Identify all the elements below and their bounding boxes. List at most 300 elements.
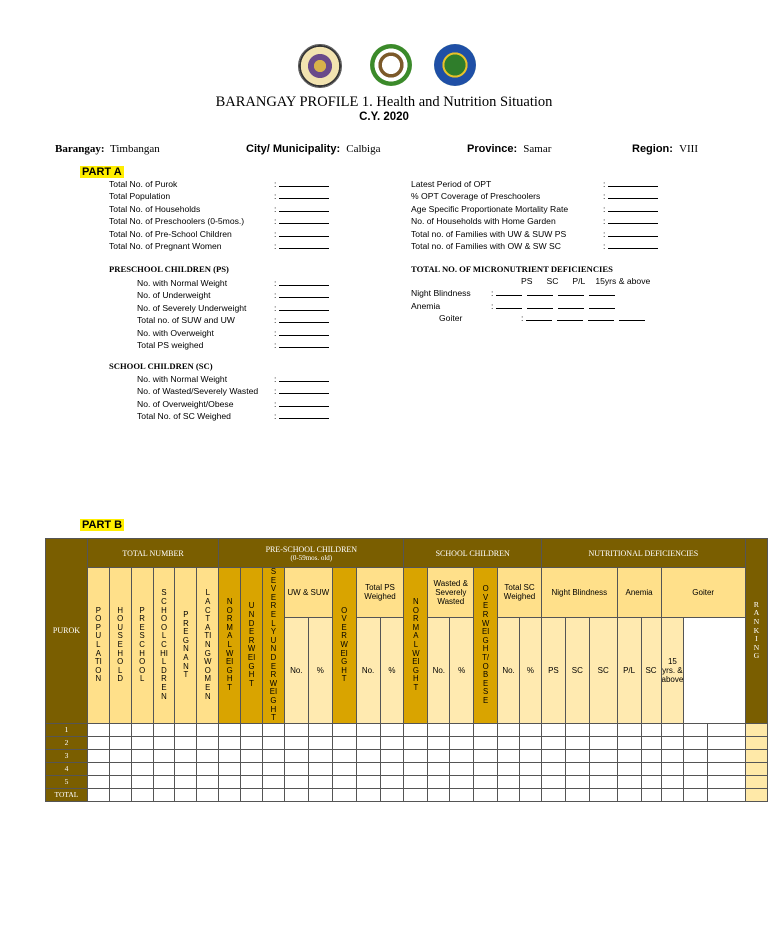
vertical-col-header-text: PREGNANT (182, 609, 189, 680)
data-cell[interactable] (684, 762, 708, 775)
data-cell[interactable] (404, 723, 428, 736)
form-line: Total No. of Households : (109, 203, 329, 215)
ranking-cell[interactable] (745, 723, 767, 736)
data-cell[interactable] (87, 762, 109, 775)
form-line-label: % OPT Coverage of Preschoolers (411, 191, 541, 202)
data-cell[interactable] (284, 736, 308, 749)
data-cell[interactable] (661, 736, 684, 749)
ranking-cell[interactable] (745, 749, 767, 762)
schoolchildren-header-text: SCHOOL CHILDREN (435, 548, 510, 558)
sub-col-header-text: SC (571, 665, 583, 675)
data-cell[interactable] (153, 762, 175, 775)
form-line: Total no. of Families with OW & SW SC : (411, 240, 658, 252)
blank-field[interactable] (279, 385, 329, 394)
data-cell[interactable] (684, 749, 708, 762)
data-cell[interactable] (380, 775, 404, 788)
data-cell[interactable] (109, 736, 131, 749)
data-cell[interactable] (332, 788, 356, 801)
night-blindness-header (541, 568, 617, 618)
data-cell[interactable] (332, 749, 356, 762)
form-line: Age Specific Proportionate Mortality Rate : (411, 203, 658, 215)
total-sc-header-text: Total SC Weighed (503, 583, 536, 602)
data-cell[interactable] (641, 749, 661, 762)
data-cell[interactable] (153, 723, 175, 736)
municipality-seal-logo (298, 44, 342, 88)
blank-field[interactable] (279, 190, 329, 199)
form-line: No. of Wasted/Severely Wasted : (137, 385, 329, 397)
barangay-field: Barangay: Timbangan (55, 143, 160, 155)
form-line: Total No. of Purok : (109, 178, 329, 190)
data-cell[interactable] (684, 788, 708, 801)
data-cell[interactable] (541, 749, 565, 762)
data-cell[interactable] (589, 788, 617, 801)
vertical-col-header (87, 568, 109, 724)
blank-field[interactable] (526, 312, 552, 321)
data-cell[interactable] (87, 749, 109, 762)
data-cell[interactable] (450, 736, 474, 749)
blank-field[interactable] (558, 287, 584, 296)
data-cell[interactable] (589, 762, 617, 775)
data-cell[interactable] (428, 775, 450, 788)
vertical-col-header-text: OVERWEIGHT/OBESE (481, 584, 490, 705)
vertical-col-header (175, 568, 197, 724)
data-cell[interactable] (589, 749, 617, 762)
data-cell[interactable] (263, 788, 285, 801)
data-cell[interactable] (498, 749, 520, 762)
data-cell[interactable] (708, 723, 746, 736)
ranking-cell[interactable] (745, 775, 767, 788)
data-cell[interactable] (450, 762, 474, 775)
data-cell[interactable] (380, 723, 404, 736)
data-cell[interactable] (498, 736, 520, 749)
data-cell[interactable] (356, 736, 380, 749)
blank-field[interactable] (279, 398, 329, 407)
data-cell[interactable] (109, 775, 131, 788)
blank-field[interactable] (619, 312, 645, 321)
data-cell[interactable] (356, 775, 380, 788)
data-cell[interactable] (308, 736, 332, 749)
blank-field[interactable] (558, 300, 584, 309)
data-cell[interactable] (708, 749, 746, 762)
form-line-label: Total Population (109, 191, 171, 202)
data-cell[interactable] (589, 775, 617, 788)
uw-suw-header (284, 568, 332, 618)
vertical-col-header (332, 568, 356, 724)
data-cell[interactable] (450, 775, 474, 788)
blank-field[interactable] (496, 287, 522, 296)
data-cell[interactable] (308, 788, 332, 801)
data-cell[interactable] (450, 749, 474, 762)
data-cell[interactable] (131, 788, 153, 801)
data-cell[interactable] (197, 749, 219, 762)
data-cell[interactable] (284, 749, 308, 762)
form-line: No. of Underweight : (137, 289, 329, 301)
micronutrient-row-label: Anemia (411, 300, 441, 311)
data-cell[interactable] (661, 762, 684, 775)
blank-field[interactable] (496, 300, 522, 309)
blank-field[interactable] (527, 300, 553, 309)
data-cell[interactable] (175, 775, 197, 788)
data-cell[interactable] (263, 736, 285, 749)
sub-col-header (541, 617, 565, 723)
form-line-label: Total no. of Families with UW & SUW PS (411, 228, 567, 239)
data-cell[interactable] (428, 762, 450, 775)
form-line-label: Total PS weighed (137, 340, 204, 351)
data-cell[interactable] (356, 762, 380, 775)
form-line: Total no. of SUW and UW : (137, 314, 329, 326)
total-ps-header-text: Total PS Weighed (364, 583, 396, 602)
data-cell[interactable] (356, 749, 380, 762)
data-cell[interactable] (308, 762, 332, 775)
data-cell[interactable] (520, 775, 542, 788)
data-cell[interactable] (332, 775, 356, 788)
blank-field[interactable] (279, 410, 329, 419)
blank-field[interactable] (608, 215, 658, 224)
data-cell[interactable] (641, 775, 661, 788)
data-cell[interactable] (87, 788, 109, 801)
data-cell[interactable] (428, 723, 450, 736)
data-cell[interactable] (197, 736, 219, 749)
data-cell[interactable] (617, 762, 641, 775)
data-cell[interactable] (474, 736, 498, 749)
data-cell[interactable] (197, 775, 219, 788)
data-cell[interactable] (474, 788, 498, 801)
blank-field[interactable] (608, 190, 658, 199)
data-cell[interactable] (131, 736, 153, 749)
blank-field[interactable] (279, 228, 329, 237)
blank-field[interactable] (557, 312, 583, 321)
micronutrient-table (411, 276, 664, 325)
data-cell[interactable] (661, 723, 684, 736)
data-cell[interactable] (241, 736, 263, 749)
data-cell[interactable] (404, 736, 428, 749)
data-cell[interactable] (131, 775, 153, 788)
sub-col-header (661, 617, 684, 723)
data-cell[interactable] (661, 749, 684, 762)
data-cell[interactable] (109, 723, 131, 736)
data-cell[interactable] (708, 736, 746, 749)
data-cell[interactable] (684, 723, 708, 736)
ranking-header (745, 539, 767, 724)
blank-field[interactable] (279, 215, 329, 224)
form-line: Total No. of Pregnant Women : (109, 240, 329, 252)
data-cell[interactable] (175, 749, 197, 762)
form-line-label: Total No. of Preschoolers (0-5mos.) (109, 216, 245, 227)
data-cell[interactable] (641, 788, 661, 801)
data-cell[interactable] (284, 788, 308, 801)
data-cell[interactable] (332, 723, 356, 736)
preschool-list (137, 277, 329, 351)
sub-col-header (450, 617, 474, 723)
data-cell[interactable] (241, 775, 263, 788)
data-cell[interactable] (520, 762, 542, 775)
page-subtitle: C.Y. 2020 (359, 111, 409, 123)
data-cell[interactable] (589, 723, 617, 736)
data-cell[interactable] (708, 788, 746, 801)
ranking-cell[interactable] (745, 736, 767, 749)
province-field: Province: Samar (467, 143, 552, 155)
vertical-col-header-text: HOUSEHOLD (117, 605, 124, 684)
data-cell[interactable] (332, 736, 356, 749)
form-line: Total PS weighed : (137, 339, 329, 351)
data-cell[interactable] (661, 788, 684, 801)
data-cell[interactable] (87, 775, 109, 788)
micronutrient-col-label: SC (546, 276, 559, 286)
blank-field[interactable] (608, 178, 658, 187)
purok-row-label (46, 736, 88, 749)
city-field: City/ Municipality: Calbiga (246, 143, 381, 155)
data-cell[interactable] (617, 749, 641, 762)
data-cell[interactable] (565, 736, 589, 749)
data-cell[interactable] (520, 723, 542, 736)
data-cell[interactable] (263, 775, 285, 788)
data-cell[interactable] (109, 749, 131, 762)
data-cell[interactable] (219, 723, 241, 736)
data-cell[interactable] (404, 775, 428, 788)
purok-row-label-text: 1 (64, 725, 69, 735)
form-line: Total No. of Pre-School Children : (109, 228, 329, 240)
data-cell[interactable] (197, 788, 219, 801)
data-cell[interactable] (498, 723, 520, 736)
blank-field[interactable] (279, 289, 329, 298)
form-line-label: Age Specific Proportionate Mortality Rate (411, 203, 569, 214)
data-cell[interactable] (153, 788, 175, 801)
data-cell[interactable] (617, 736, 641, 749)
data-cell[interactable] (641, 762, 661, 775)
data-cell[interactable] (474, 775, 498, 788)
data-cell[interactable] (565, 723, 589, 736)
micronutrient-row-label: Night Blindness (411, 288, 471, 299)
barangay-seal-logo (434, 44, 476, 86)
sub-col-header (565, 617, 589, 723)
blank-field[interactable] (279, 373, 329, 382)
blank-field[interactable] (608, 203, 658, 212)
data-cell[interactable] (175, 723, 197, 736)
data-cell[interactable] (219, 762, 241, 775)
sub-col-header-text: P/L (623, 665, 636, 675)
data-cell[interactable] (541, 762, 565, 775)
data-cell[interactable] (197, 723, 219, 736)
sub-col-header-text: % (526, 665, 535, 675)
data-cell[interactable] (153, 736, 175, 749)
data-cell[interactable] (332, 762, 356, 775)
blank-field[interactable] (279, 327, 329, 336)
blank-field[interactable] (279, 314, 329, 323)
data-cell[interactable] (219, 749, 241, 762)
data-cell[interactable] (520, 788, 542, 801)
purok-row-label-text: 2 (64, 738, 69, 748)
data-cell[interactable] (641, 723, 661, 736)
purok-row-label (46, 723, 88, 736)
data-cell[interactable] (87, 736, 109, 749)
ranking-header-text: RANKING (753, 599, 760, 661)
data-cell[interactable] (589, 736, 617, 749)
data-cell[interactable] (356, 788, 380, 801)
form-line: No. of Overweight/Obese : (137, 398, 329, 410)
data-cell[interactable] (219, 775, 241, 788)
vertical-col-header (474, 568, 498, 724)
data-cell[interactable] (175, 736, 197, 749)
data-cell[interactable] (428, 749, 450, 762)
form-line-label: Total No. of SC Weighed (137, 411, 231, 422)
blank-field[interactable] (527, 287, 553, 296)
data-cell[interactable] (87, 723, 109, 736)
vertical-col-header-text: PRESCHOOL (139, 605, 146, 684)
data-cell[interactable] (241, 723, 263, 736)
micronutrient-row: Goiter : (411, 312, 664, 324)
data-cell[interactable] (241, 788, 263, 801)
sub-col-header (380, 617, 404, 723)
blank-field[interactable] (608, 228, 658, 237)
data-cell[interactable] (241, 749, 263, 762)
data-cell[interactable] (474, 749, 498, 762)
form-line-label: No. with Normal Weight (137, 278, 228, 288)
data-cell[interactable] (450, 788, 474, 801)
data-cell[interactable] (498, 762, 520, 775)
page-title: BARANGAY PROFILE 1. Health and Nutrition Situation (215, 94, 553, 110)
data-cell[interactable] (284, 762, 308, 775)
blank-field[interactable] (279, 203, 329, 212)
data-cell[interactable] (428, 736, 450, 749)
blank-field[interactable] (279, 178, 329, 187)
form-line-label: No. of Overweight/Obese (137, 398, 234, 409)
data-cell[interactable] (109, 788, 131, 801)
data-cell[interactable] (617, 775, 641, 788)
data-cell[interactable] (541, 736, 565, 749)
sub-col-header-text: SC (645, 665, 657, 675)
data-cell[interactable] (241, 762, 263, 775)
nutritional-deficiencies-header (541, 539, 745, 568)
data-cell[interactable] (263, 723, 285, 736)
data-cell[interactable] (380, 749, 404, 762)
micronutrient-col-label: P/L (572, 276, 586, 286)
data-cell[interactable] (380, 788, 404, 801)
blank-field[interactable] (589, 300, 615, 309)
data-cell[interactable] (565, 788, 589, 801)
data-cell[interactable] (708, 775, 746, 788)
preschool-header (219, 539, 404, 568)
part-b-label: PART B (82, 519, 123, 531)
micronutrient-col-label: PS (521, 276, 533, 286)
sub-col-header (498, 617, 520, 723)
data-cell[interactable] (153, 749, 175, 762)
blank-field[interactable] (279, 240, 329, 249)
form-line-label: No. with Normal Weight (137, 374, 228, 384)
data-cell[interactable] (684, 775, 708, 788)
ranking-cell[interactable] (745, 762, 767, 775)
blank-field[interactable] (608, 240, 658, 249)
part-a-label: PART A (82, 166, 122, 178)
data-cell[interactable] (474, 762, 498, 775)
purok-row-label-text: 4 (64, 764, 69, 774)
goiter-header (661, 568, 745, 618)
blank-field[interactable] (589, 287, 615, 296)
blank-field[interactable] (279, 339, 329, 348)
data-cell[interactable] (284, 775, 308, 788)
sub-col-header (308, 617, 332, 723)
data-cell[interactable] (356, 723, 380, 736)
data-cell[interactable] (308, 723, 332, 736)
vertical-col-header-text: POPULATION (94, 605, 102, 684)
data-cell[interactable] (404, 749, 428, 762)
data-cell[interactable] (219, 788, 241, 801)
sub-col-header (520, 617, 542, 723)
form-line: Total no. of Families with UW & SUW PS : (411, 228, 658, 240)
blank-field[interactable] (588, 312, 614, 321)
preschool-subheader: (0-59mos. old) (290, 553, 333, 562)
data-cell[interactable] (708, 762, 746, 775)
data-cell[interactable] (131, 762, 153, 775)
form-line: Latest Period of OPT : (411, 178, 658, 190)
anemia-header (617, 568, 661, 618)
data-cell[interactable] (450, 723, 474, 736)
data-cell[interactable] (263, 749, 285, 762)
data-cell[interactable] (428, 788, 450, 801)
data-cell[interactable] (197, 762, 219, 775)
data-cell[interactable] (541, 775, 565, 788)
form-line: No. with Overweight : (137, 327, 329, 339)
data-cell[interactable] (175, 762, 197, 775)
data-cell[interactable] (308, 749, 332, 762)
blank-field[interactable] (279, 277, 329, 286)
form-line-label: No. of Households with Home Garden (411, 216, 556, 227)
purok-header (46, 539, 88, 724)
data-cell[interactable] (263, 762, 285, 775)
data-cell[interactable] (404, 788, 428, 801)
data-cell[interactable] (284, 723, 308, 736)
total-sc-header (498, 568, 542, 618)
data-cell[interactable] (520, 749, 542, 762)
data-cell[interactable] (617, 723, 641, 736)
form-line: % OPT Coverage of Preschoolers : (411, 190, 658, 202)
anemia-header-text: Anemia (625, 587, 653, 597)
data-cell[interactable] (541, 788, 565, 801)
data-cell[interactable] (131, 749, 153, 762)
data-cell[interactable] (520, 736, 542, 749)
data-cell[interactable] (661, 775, 684, 788)
data-cell[interactable] (175, 788, 197, 801)
part-a-right-list (411, 178, 658, 252)
vertical-col-header-text: NORMAL WEIGHT (412, 597, 420, 693)
data-cell[interactable] (684, 736, 708, 749)
data-cell[interactable] (565, 749, 589, 762)
sub-col-header-text: % (458, 665, 466, 675)
form-line-label: Total No. of Pregnant Women (109, 241, 222, 252)
data-cell[interactable] (474, 723, 498, 736)
data-cell[interactable] (109, 762, 131, 775)
data-cell[interactable] (641, 736, 661, 749)
data-cell[interactable] (498, 788, 520, 801)
data-cell[interactable] (541, 723, 565, 736)
sub-col-header-text: SC (597, 665, 609, 675)
data-cell[interactable] (131, 723, 153, 736)
form-line: No. of Households with Home Garden : (411, 215, 658, 227)
data-cell[interactable] (498, 775, 520, 788)
data-cell[interactable] (565, 762, 589, 775)
nutrition-council-seal-logo (370, 44, 412, 86)
blank-field[interactable] (279, 302, 329, 311)
data-cell[interactable] (308, 775, 332, 788)
data-cell[interactable] (404, 762, 428, 775)
data-cell[interactable] (380, 736, 404, 749)
data-cell[interactable] (219, 736, 241, 749)
data-cell[interactable] (617, 788, 641, 801)
data-cell[interactable] (565, 775, 589, 788)
data-cell[interactable] (380, 762, 404, 775)
ranking-cell[interactable] (745, 788, 767, 801)
form-line: No. with Normal Weight : (137, 373, 329, 385)
data-cell[interactable] (153, 775, 175, 788)
